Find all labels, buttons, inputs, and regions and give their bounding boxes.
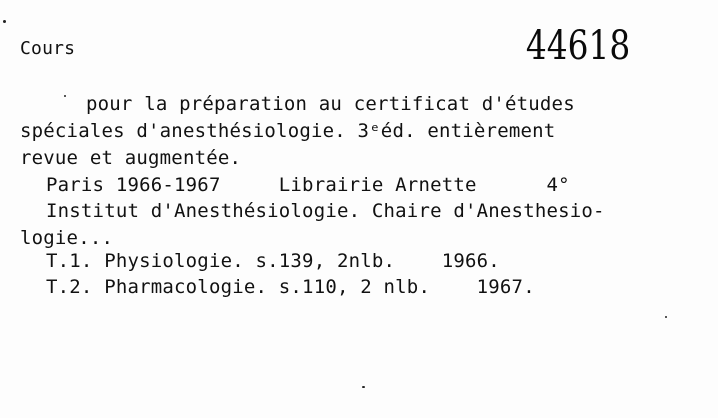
- volume-2-line: T.2. Pharmacologie. s.110, 2 nlb. 1967.: [46, 276, 535, 298]
- card-heading: Cours: [20, 38, 76, 59]
- scan-speck: [665, 316, 667, 318]
- institution-line-cont: logie...: [20, 227, 114, 249]
- card-number: 44618: [525, 23, 630, 69]
- scan-speck: [3, 20, 6, 23]
- card-text-line: spéciales d'anesthésiologie. 3ᵉéd. entièrement: [20, 120, 556, 142]
- institution-line: Institut d'Anesthésiologie. Chaire d'Anesthesio-: [46, 200, 605, 222]
- scan-speck: [362, 386, 365, 388]
- publication-line: Paris 1966-1967 Librairie Arnette 4°: [46, 174, 570, 196]
- scan-speck: [64, 95, 66, 97]
- card-text-line: pour la préparation au certificat d'études: [86, 93, 575, 115]
- card-text-line: revue et augmentée.: [20, 147, 242, 169]
- volume-1-line: T.1. Physiologie. s.139, 2nlb. 1966.: [46, 250, 500, 272]
